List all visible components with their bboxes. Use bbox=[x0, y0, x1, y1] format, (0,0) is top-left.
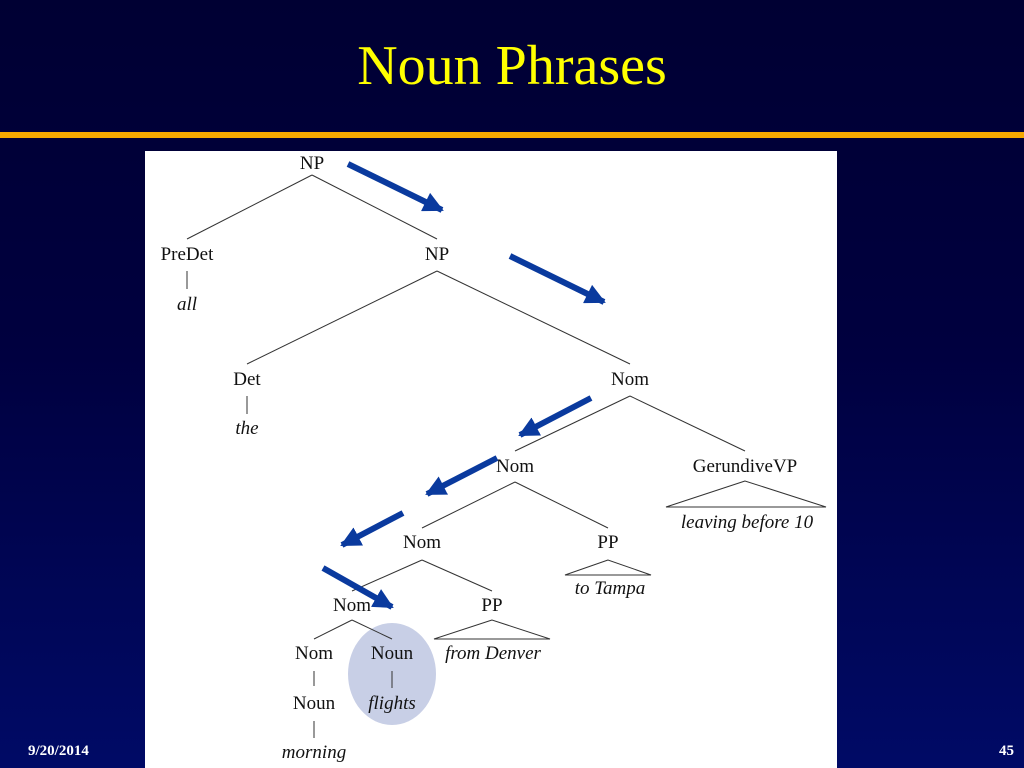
footer-date: 9/20/2014 bbox=[28, 743, 89, 759]
node-det: Det bbox=[233, 369, 261, 390]
node-np-root: NP bbox=[299, 153, 325, 174]
word-morning: morning bbox=[281, 742, 347, 763]
edge-nom-nom4 bbox=[314, 620, 352, 639]
node-gerundive-vp: GerundiveVP bbox=[692, 456, 798, 477]
word-to-tampa: to Tampa bbox=[574, 578, 646, 599]
triangle-pp1 bbox=[565, 560, 651, 575]
node-np-inner: NP bbox=[424, 244, 450, 265]
node-pp-2: PP bbox=[481, 595, 503, 616]
arrow-icon-group bbox=[323, 164, 604, 607]
edge-nom-pp2 bbox=[422, 560, 492, 591]
node-nom-4: Nom bbox=[333, 595, 371, 616]
parse-tree-figure bbox=[145, 151, 837, 768]
node-nom-1: Nom bbox=[611, 369, 649, 390]
footer-page-number: 45 bbox=[999, 743, 1014, 759]
word-the: the bbox=[235, 418, 259, 439]
slide-title: Noun Phrases bbox=[357, 35, 667, 97]
node-noun-head: Noun bbox=[370, 643, 414, 664]
edge-nom-pp1 bbox=[515, 482, 608, 528]
node-noun-modifier: Noun bbox=[292, 693, 336, 714]
arrow-icon bbox=[348, 164, 442, 210]
word-leaving-before-10: leaving before 10 bbox=[680, 512, 814, 533]
arrow-icon bbox=[342, 513, 403, 545]
edge-nom-gerundivevp bbox=[630, 396, 745, 451]
arrow-icon bbox=[510, 256, 604, 302]
node-nom-5: Nom bbox=[295, 643, 333, 664]
arrow-icon bbox=[427, 458, 497, 494]
node-nom-2: Nom bbox=[496, 456, 534, 477]
node-pp-1: PP bbox=[597, 532, 619, 553]
word-flights: flights bbox=[368, 693, 416, 714]
edge-np-predet bbox=[187, 175, 312, 239]
word-all: all bbox=[176, 294, 198, 315]
edge-nom-nom bbox=[515, 396, 630, 451]
node-nom-3: Nom bbox=[403, 532, 441, 553]
edge-np-np bbox=[312, 175, 437, 239]
edge-np-nom bbox=[437, 271, 630, 364]
edge-np-det bbox=[247, 271, 437, 364]
title-divider bbox=[0, 132, 1024, 138]
parse-tree-diagram bbox=[145, 151, 837, 768]
triangle-gerundivevp bbox=[666, 481, 826, 507]
node-predet: PreDet bbox=[160, 244, 214, 265]
word-from-denver: from Denver bbox=[445, 643, 541, 664]
arrow-icon bbox=[520, 398, 591, 435]
edge-nom-nom3 bbox=[352, 560, 422, 591]
triangle-pp2 bbox=[434, 620, 550, 639]
